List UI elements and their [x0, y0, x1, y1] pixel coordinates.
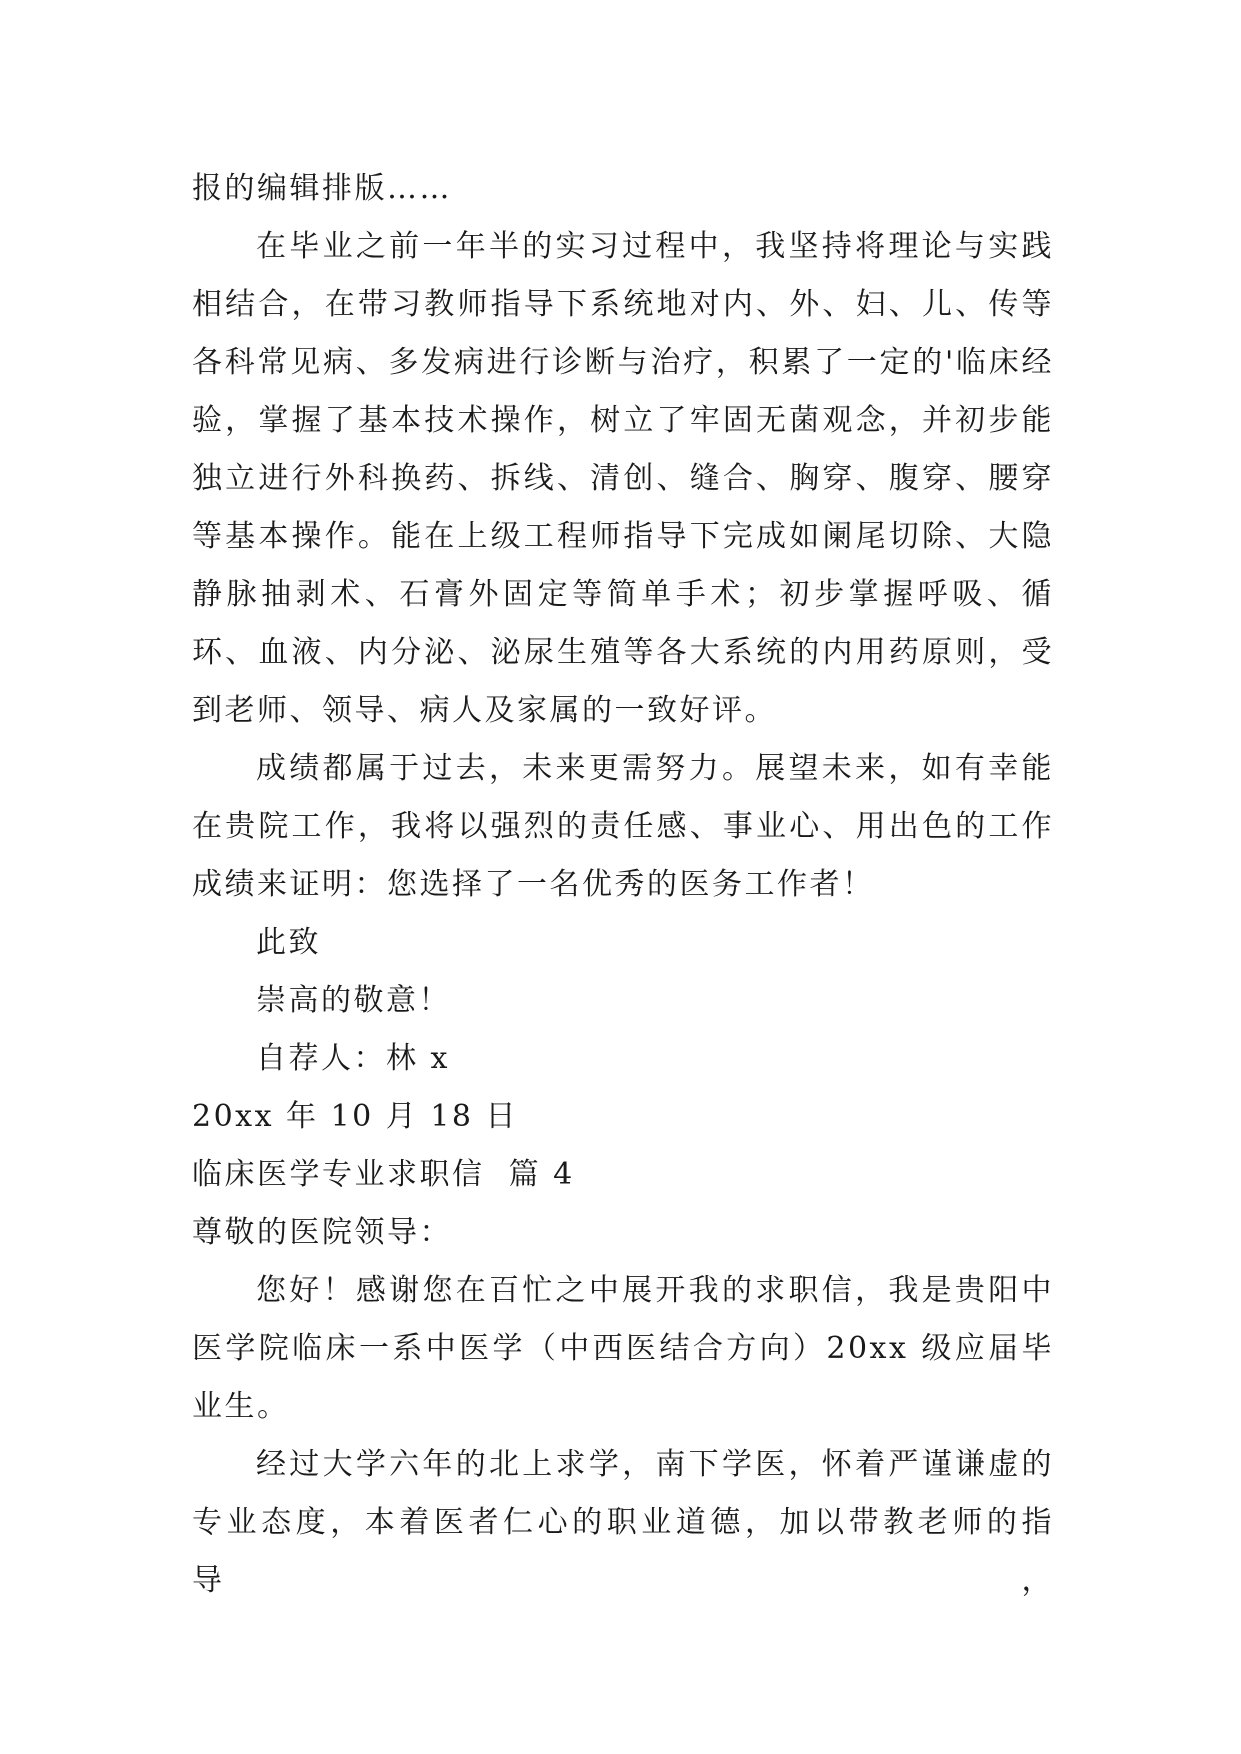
signature-line: 自荐人：林 x: [256, 1041, 450, 1076]
date-line: 20xx 年 10 月 18 日: [192, 1099, 519, 1134]
text-line-continuation: 报的编辑排版……: [192, 171, 452, 206]
paragraph-internship: 在毕业之前一年半的实习过程中，我坚持将理论与实践相结合，在带习教师指导下系统地对内、外、妇、儿、传等各科常见病、多发病进行诊断与治疗，积累了一定的'临床经验，掌握了基本技术操作，树立了牢固无菌观念，并初步能独立进行外科换药、拆线、清创、缝合、胸穿、腹穿、腰穿等基本操作。能在上级工程师指导下完成如阑尾切除、大隐静脉抽剥术、石膏外固定等简单手术；初步掌握呼吸、循环、血液、内分泌、泌尿生殖等各大系统的内用药原则，受到老师、领导、病人及家属的一致好评。: [192, 229, 1054, 728]
paragraph-future: 成绩都属于过去，未来更需努力。展望未来，如有幸能在贵院工作，我将以强烈的责任感、事业心、用出色的工作成绩来证明：您选择了一名优秀的医务工作者！: [192, 751, 1054, 902]
paragraph-greeting: 您好！感谢您在百忙之中展开我的求职信，我是贵阳中医学院临床一系中医学（中西医结合方向）20xx 级应届毕业生。: [192, 1273, 1054, 1424]
salutation: 尊敬的医院领导：: [192, 1215, 452, 1250]
closing-salute: 此致: [256, 925, 321, 960]
section-title: 临床医学专业求职信 篇 4: [192, 1157, 575, 1192]
paragraph-study: 经过大学六年的北上求学，南下学医，怀着严谨谦虚的专业态度，本着医者仁心的职业道德，加以带教老师的指导，: [192, 1447, 1054, 1598]
document-body: [192, 160, 1054, 1610]
closing-respect: 崇高的敬意！: [256, 983, 451, 1018]
